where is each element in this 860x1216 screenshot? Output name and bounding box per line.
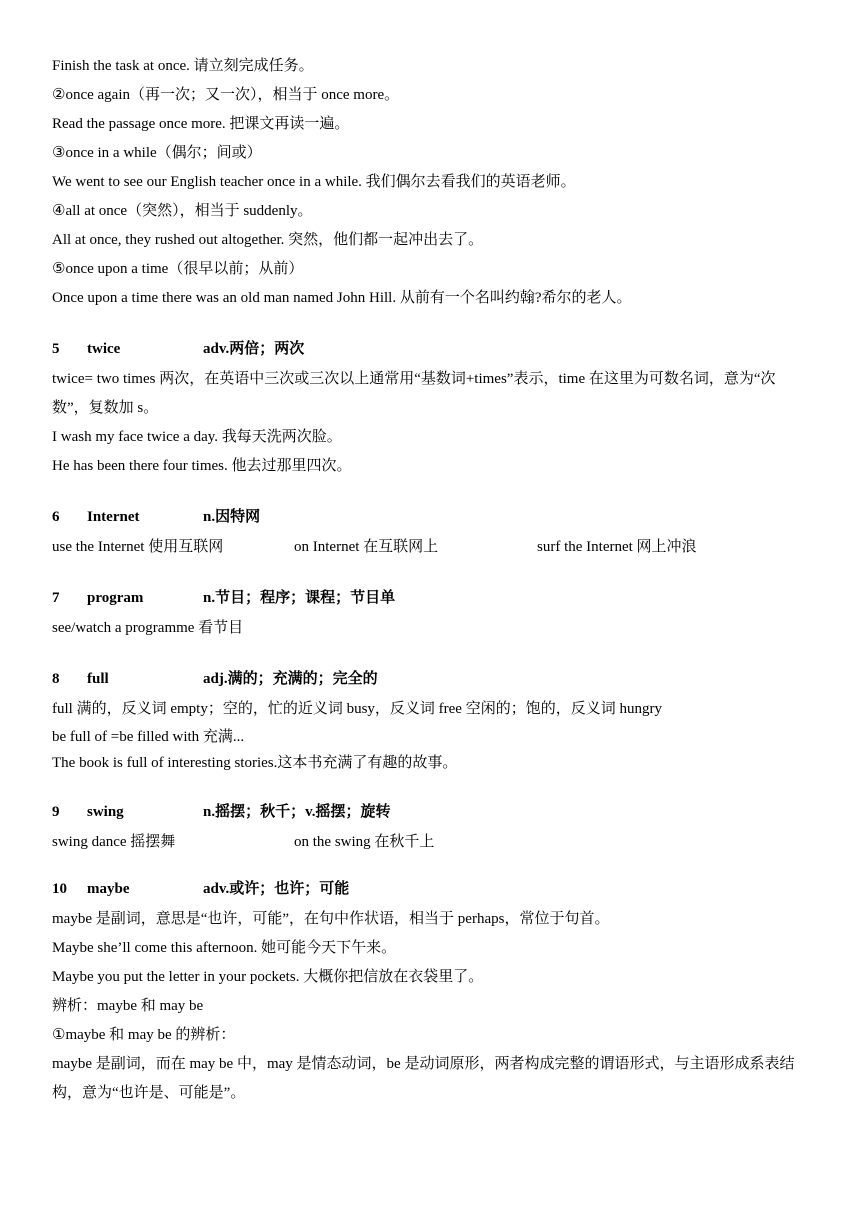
text-line: ①maybe 和 may be 的辨析：: [52, 1027, 236, 1043]
phrase: use the Internet 使用互联网: [52, 539, 224, 555]
phrase: swing dance 摇摆舞: [52, 834, 176, 850]
text-line: All at once, they rushed out altogether. 突然，他们都一起冲出去了。: [52, 232, 484, 248]
entry-heading-full: [52, 663, 812, 695]
entry-pos: adj.满的；充满的；完全的: [203, 671, 378, 687]
text-line: ③once in a while（偶尔；间或）: [52, 145, 262, 161]
entry-pos: n.因特网: [203, 509, 261, 525]
text-line: Once upon a time there was an old man named John Hill. 从前有一个名叫约翰?希尔的老人。: [52, 290, 632, 306]
entry-paragraph: maybe 是副词，而在 may be 中，may 是情态动词，be 是动词原形，两者构成完整的谓语形式，与主语形成系表结构，意为“也许是、可能是”。: [52, 1056, 795, 1101]
document-page: [52, 52, 812, 1108]
entry-word: Internet: [87, 509, 140, 525]
example-sentence: Maybe you put the letter in your pockets. 大概你把信放在衣袋里了。: [52, 969, 484, 985]
phrase-row: [52, 828, 812, 857]
text-line: Finish the task at once. 请立刻完成任务。: [52, 58, 314, 74]
text-line: ②once again（再一次；又一次），相当于 once more。: [52, 87, 400, 103]
entry-number: 10: [52, 881, 67, 897]
example-sentence: The book is full of interesting stories.这本书充满了有趣的故事。: [52, 755, 458, 771]
entry-pos: n.节目；程序；课程；节目单: [203, 590, 396, 606]
phrase: surf the Internet 网上冲浪: [537, 539, 697, 555]
phrase: on Internet 在互联网上: [294, 539, 439, 555]
entry-paragraph: twice= two times 两次，在英语中三次或三次以上通常用“基数词+times”表示，time 在这里为可数名词，意为“次数”，复数加 s。: [52, 371, 776, 416]
entry-word: swing: [87, 804, 124, 820]
text-line: Read the passage once more. 把课文再读一遍。: [52, 116, 350, 132]
phrase: on the swing 在秋千上: [294, 834, 435, 850]
entry-word: program: [87, 590, 144, 606]
entry-pos: n.摇摆；秋千；v.摇摆；旋转: [203, 804, 391, 820]
entry-heading-twice: [52, 333, 812, 365]
text-line: We went to see our English teacher once in a while. 我们偶尔去看我们的英语老师。: [52, 174, 576, 190]
text-line: full 满的，反义词 empty；空的，忙的近义词 busy，反义词 free 空闲的；饱的，反义词 hungry: [52, 701, 662, 717]
text-line: ④all at once（突然），相当于 suddenly。: [52, 203, 313, 219]
phrase: see/watch a programme 看节目: [52, 620, 244, 636]
entry-pos: adv.或许；也许；可能: [203, 881, 350, 897]
example-sentence: He has been there four times. 他去过那里四次。: [52, 458, 352, 474]
entry-number: 5: [52, 341, 60, 357]
entry-number: 6: [52, 509, 60, 525]
entry-number: 7: [52, 590, 60, 606]
example-sentence: I wash my face twice a day. 我每天洗两次脸。: [52, 429, 342, 445]
entry-heading-internet: [52, 501, 812, 533]
entry-heading-swing: [52, 796, 812, 828]
entry-heading-maybe: [52, 873, 812, 905]
text-line: be full of =be filled with 充满...: [52, 729, 245, 745]
entry-word: twice: [87, 341, 121, 357]
entry-number: 9: [52, 804, 60, 820]
entry-heading-program: [52, 582, 812, 614]
phrase-row: [52, 533, 812, 562]
example-sentence: Maybe she’ll come this afternoon. 她可能今天下午来。: [52, 940, 397, 956]
entry-word: full: [87, 671, 109, 687]
text-line: 辨析：maybe 和 may be: [52, 998, 204, 1014]
entry-pos: adv.两倍；两次: [203, 341, 305, 357]
text-line: maybe 是副词，意思是“也许，可能”，在句中作状语，相当于 perhaps，常位于句首。: [52, 911, 610, 927]
text-line: ⑤once upon a time（很早以前；从前）: [52, 261, 304, 277]
entry-number: 8: [52, 671, 60, 687]
entry-word: maybe: [87, 881, 130, 897]
